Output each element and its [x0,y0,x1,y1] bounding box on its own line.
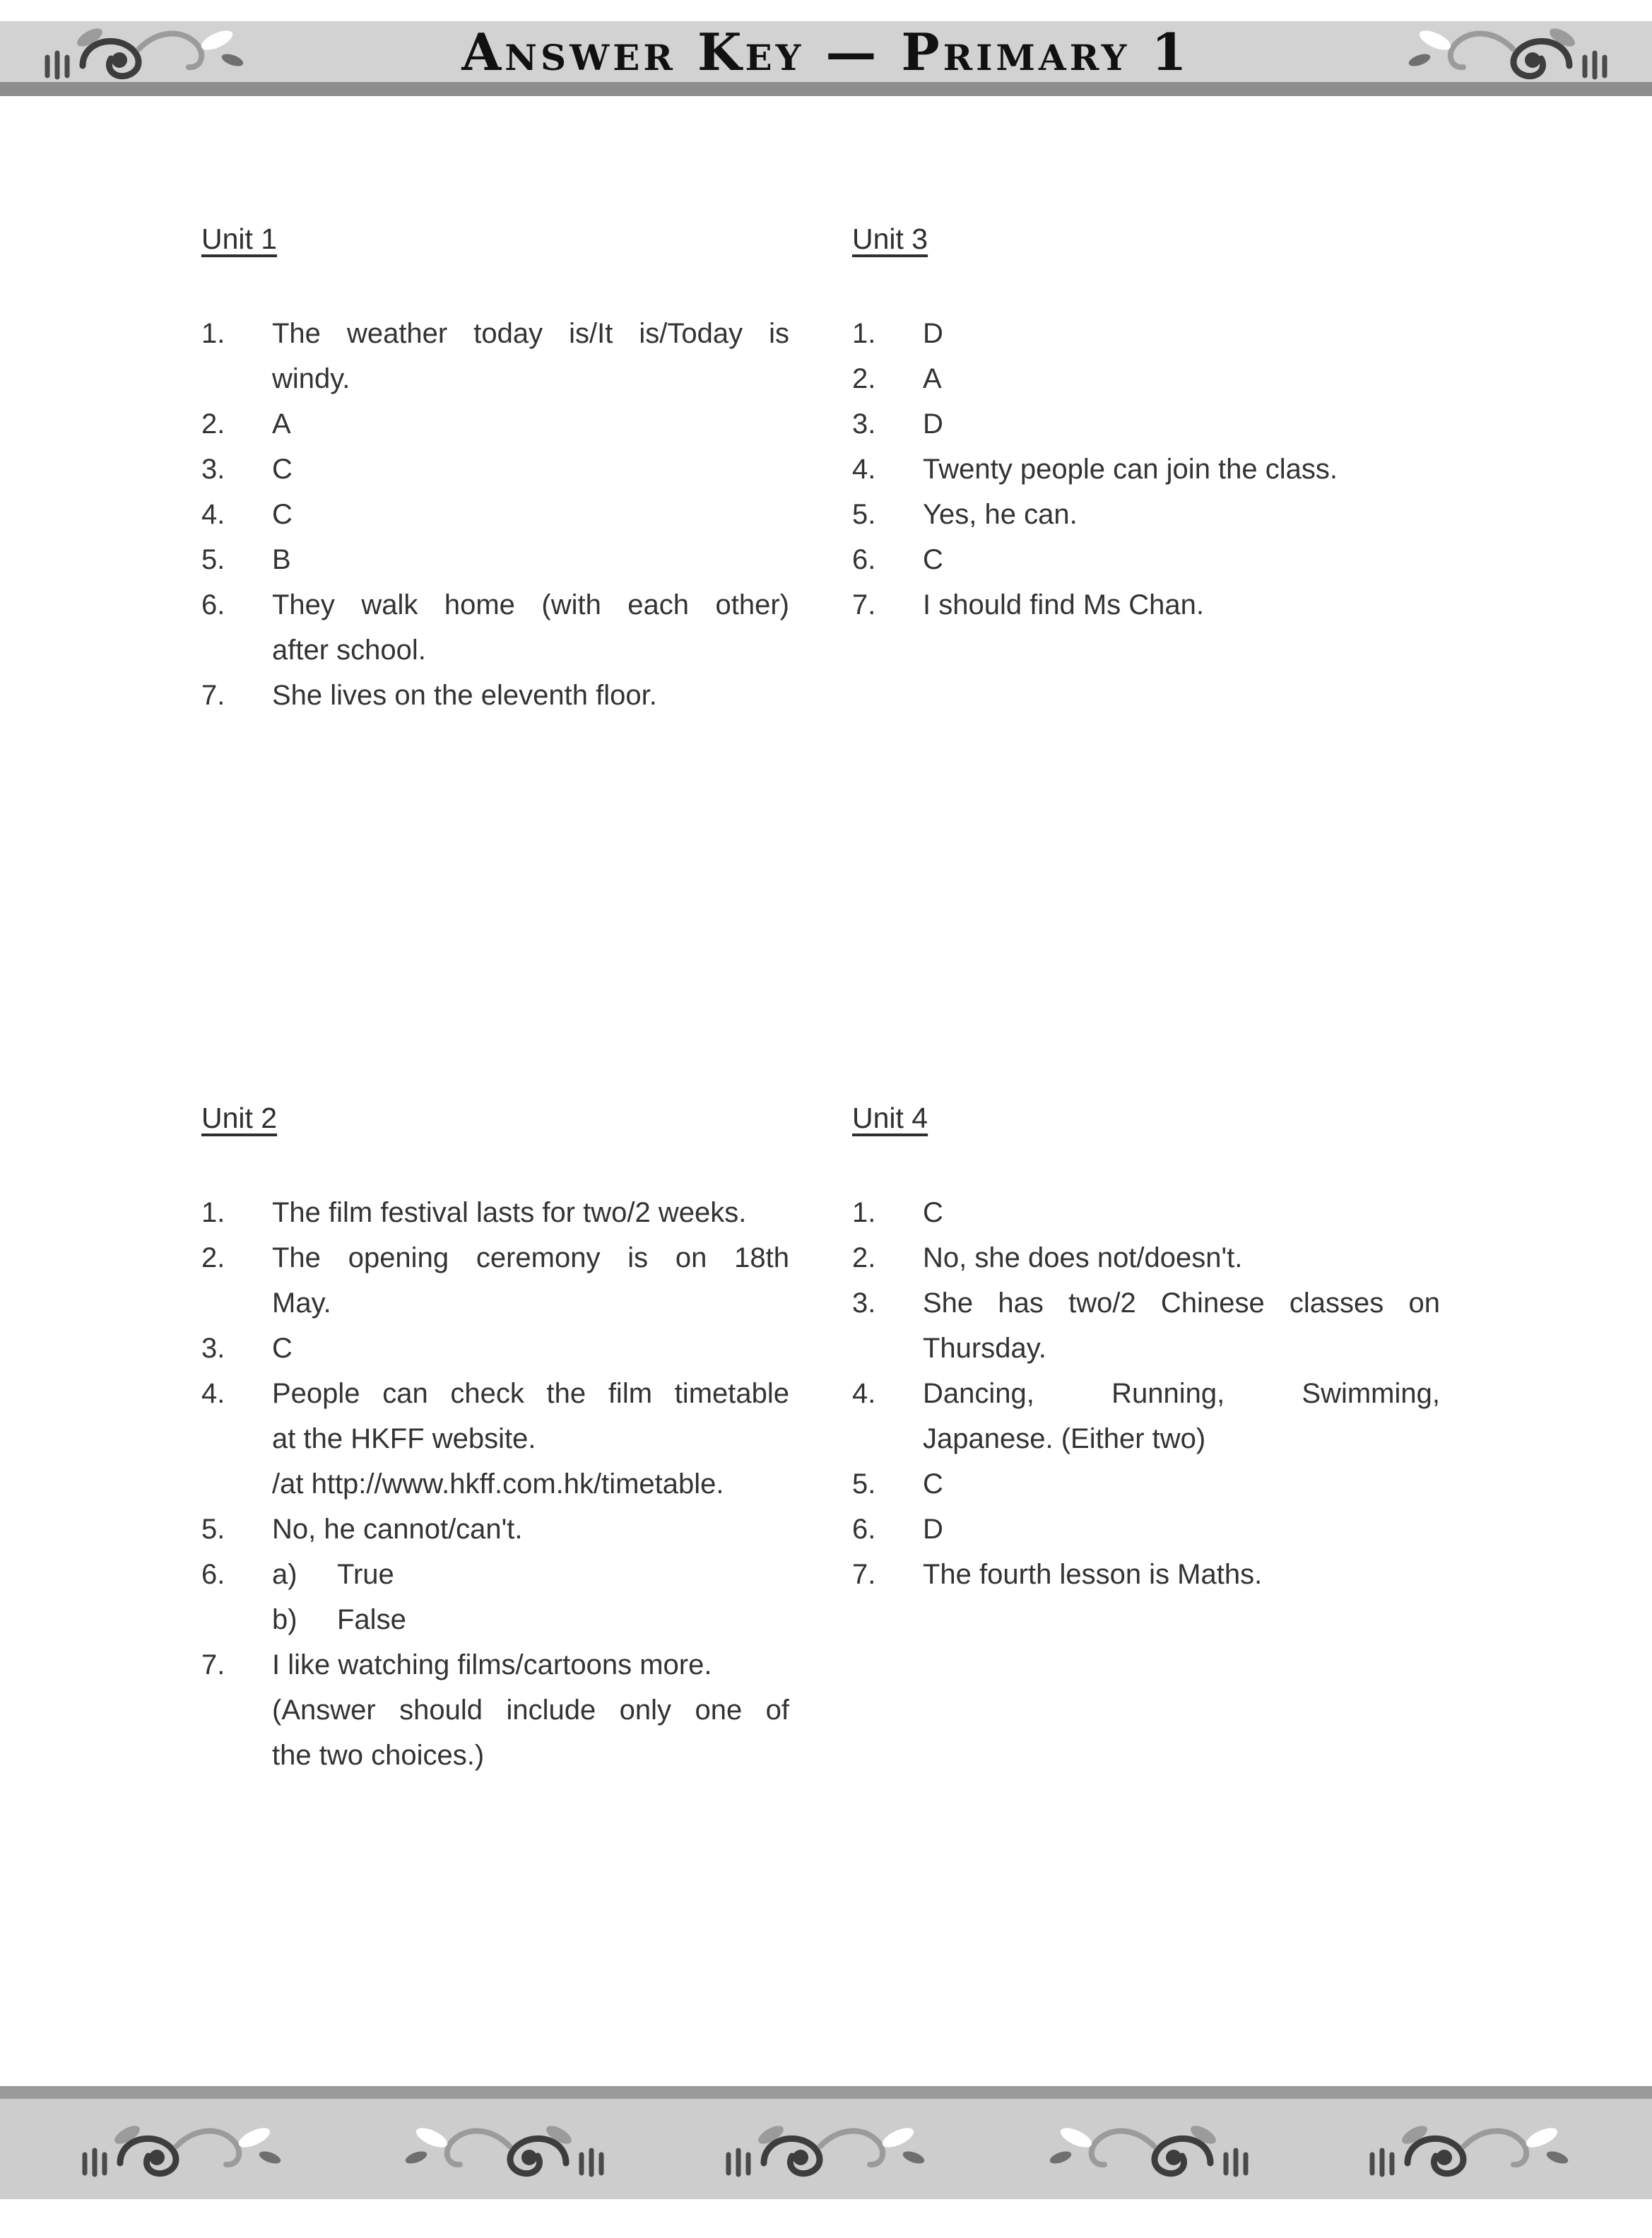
item-text [923,1461,1440,1507]
answer-line: C [923,1468,943,1500]
answer-line: D [923,1514,943,1545]
answer-item [201,492,789,537]
footer-band [0,2099,1652,2199]
answer-line: I like watching films/cartoons more. [272,1649,712,1680]
answer-line: Dancing, Running, Swimming, [923,1378,1440,1409]
item-text [272,673,789,718]
item-number: 2. [201,408,225,440]
item-text [272,447,789,492]
item-text [272,1371,789,1507]
answer-line: C [923,1197,943,1228]
sub-answer-item [272,1597,789,1642]
answer-line: at the HKFF website. [272,1423,536,1454]
answer-line: I should find Ms Chan. [923,589,1204,620]
answer-line: She has two/2 Chinese classes on [923,1288,1440,1319]
answer-item [852,582,1440,628]
header-band [0,21,1652,82]
item-text [923,1235,1440,1280]
answer-item [852,1371,1440,1461]
item-text [923,537,1440,582]
item-number: 4. [201,1378,225,1409]
answer-line: D [923,318,943,349]
answer-line: C [272,1333,293,1364]
item-number: 5. [852,1468,876,1500]
item-text [923,401,1440,447]
item-text [923,1552,1440,1597]
item-number: 3. [201,454,225,485]
item-number: 5. [852,499,876,530]
item-number: 6. [201,1559,225,1590]
answer-item [852,447,1440,492]
answer-line: No, he cannot/can't. [272,1514,523,1545]
answer-line: the two choices.) [272,1740,485,1771]
answer-line: (Answer should include only one of [272,1695,789,1726]
answer-item [201,447,789,492]
answer-line: Thursday. [923,1333,1046,1364]
item-number: 6. [201,589,225,620]
answer-line: Yes, he can. [923,499,1078,530]
answer-item [852,1507,1440,1552]
footer-divider-strip [0,2086,1652,2099]
header-divider-strip [0,82,1652,96]
unit-block [852,1100,1440,1597]
item-text [923,311,1440,356]
answer-item [852,1235,1440,1280]
item-text [923,1371,1440,1461]
sub-item-label: a) [272,1559,297,1590]
item-number: 1. [852,1197,876,1228]
answer-line: A [272,408,291,440]
item-text [923,1190,1440,1235]
answer-line: C [272,454,293,485]
unit-block [201,220,789,718]
item-text [272,1642,789,1778]
item-number: 1. [201,318,225,349]
unit-heading: Unit 2 [201,1102,278,1134]
item-text [923,582,1440,628]
item-text [272,492,789,537]
answer-line: Japanese. (Either two) [923,1423,1206,1454]
footer-ornament-swirl-icon [398,2114,610,2184]
answer-line: No, she does not/doesn't. [923,1242,1243,1273]
item-number: 2. [852,1242,876,1273]
item-number: 6. [852,544,876,575]
answer-item [201,401,789,447]
item-number: 2. [201,1242,225,1273]
item-text [923,356,1440,401]
answer-line: C [923,544,943,575]
answer-line: She lives on the eleventh floor. [272,680,657,711]
item-number: 3. [201,1333,225,1364]
answer-item [852,1461,1440,1507]
item-text [272,401,789,447]
footer-ornament-swirl-icon [76,2114,288,2184]
footer-ornament-swirl-icon [720,2114,932,2184]
item-text [272,1190,789,1235]
answer-item [852,492,1440,537]
item-number: 1. [201,1197,225,1228]
answer-item [852,311,1440,356]
item-number: 4. [852,454,876,485]
item-text [272,1235,789,1326]
item-number: 5. [201,1514,225,1545]
item-text [272,582,789,673]
item-number: 6. [852,1514,876,1545]
answer-line: They walk home (with each other) [272,589,789,620]
unit-block [852,220,1440,628]
item-text [923,492,1440,537]
answer-item [852,1190,1440,1235]
answer-item [852,537,1440,582]
item-number: 4. [201,499,225,530]
item-number: 7. [201,1649,225,1680]
header-ornament-left-swirl-icon [39,16,251,87]
answer-item [201,1552,789,1642]
answer-line: A [923,363,942,394]
answer-line: People can check the film timetable [272,1378,789,1409]
answer-line: The fourth lesson is Maths. [923,1559,1263,1590]
unit-heading: Unit 1 [201,223,278,255]
answer-item [201,1371,789,1507]
answer-line: after school. [272,635,426,666]
unit-heading: Unit 4 [852,1102,928,1134]
answer-line: C [272,499,293,530]
answer-item [201,1235,789,1326]
item-text [272,1552,789,1642]
answer-item [201,1190,789,1235]
footer-ornament-swirl-icon [1042,2114,1254,2184]
answer-line: D [923,408,943,440]
answer-line: May. [272,1288,331,1319]
answer-item [852,1552,1440,1597]
item-text [272,1507,789,1552]
answer-line: B [272,544,291,575]
item-text [272,1326,789,1371]
item-number: 5. [201,544,225,575]
item-number: 3. [852,408,876,440]
answer-line: Twenty people can join the class. [923,454,1338,485]
sub-item-label: b) [272,1604,297,1635]
answer-line: /at http://www.hkff.com.hk/timetable. [272,1468,724,1500]
item-text [272,537,789,582]
item-number: 4. [852,1378,876,1409]
page-title: Answer Key — Primary 1 [461,21,1191,82]
sub-item-text: False [337,1604,406,1635]
answer-line: windy. [272,363,350,394]
unit-block [201,1100,789,1778]
answer-line: The opening ceremony is on 18th [272,1242,789,1273]
item-number: 2. [852,363,876,394]
item-text [272,311,789,401]
answer-item [201,1642,789,1778]
item-text [923,1280,1440,1371]
sub-answer-item [272,1552,789,1597]
answer-line: The film festival lasts for two/2 weeks. [272,1197,747,1228]
footer-ornament-swirl-icon [1364,2114,1576,2184]
answer-item [201,537,789,582]
item-number: 3. [852,1288,876,1319]
answer-item [201,673,789,718]
answer-item [201,1507,789,1552]
item-text [923,447,1440,492]
answer-item [852,356,1440,401]
header-ornament-right-swirl-icon [1401,16,1613,87]
sub-item-text: True [337,1559,394,1590]
answer-item [852,1280,1440,1371]
item-number: 7. [852,589,876,620]
item-number: 7. [852,1559,876,1590]
unit-heading: Unit 3 [852,223,928,255]
answer-item [201,311,789,401]
item-number: 1. [852,318,876,349]
answer-line: The weather today is/It is/Today is [272,318,789,349]
item-number: 7. [201,680,225,711]
answer-item [201,582,789,673]
answer-item [852,401,1440,447]
item-text [923,1507,1440,1552]
answer-item [201,1326,789,1371]
